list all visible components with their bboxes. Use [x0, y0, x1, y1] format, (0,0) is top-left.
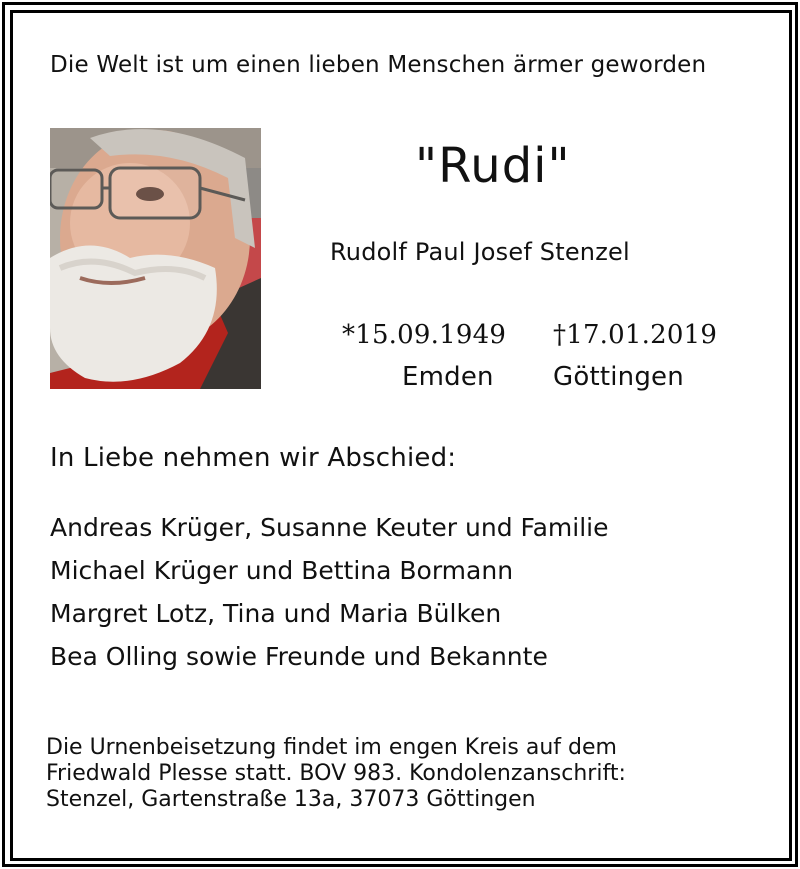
portrait-photo — [50, 128, 261, 389]
death-place: Göttingen — [553, 362, 684, 392]
burial-notice — [46, 735, 626, 813]
full-name: Rudolf Paul Josef Stenzel — [330, 238, 630, 266]
notice-line: Die Urnenbeisetzung findet im engen Kreis auf dem — [46, 735, 617, 760]
birth-date: *15.09.1949 — [342, 320, 507, 350]
notice-line: Friedwald Plesse statt. BOV 983. Kondolenzanschrift: — [46, 761, 626, 786]
mourner-line: Andreas Krüger, Susanne Keuter und Familie — [50, 513, 609, 542]
birth-place: Emden — [402, 362, 494, 392]
farewell-heading: In Liebe nehmen wir Abschied: — [50, 443, 457, 473]
intro-text: Die Welt ist um einen lieben Menschen ärmer geworden — [50, 52, 707, 78]
mourners-list — [50, 512, 609, 684]
mourner-line: Michael Krüger und Bettina Bormann — [50, 556, 514, 585]
nickname: "Rudi" — [415, 138, 571, 194]
death-date: †17.01.2019 — [553, 320, 718, 350]
mourner-line: Bea Olling sowie Freunde und Bekannte — [50, 642, 548, 671]
notice-line: Stenzel, Gartenstraße 13a, 37073 Göttingen — [46, 787, 536, 812]
mourner-line: Margret Lotz, Tina und Maria Bülken — [50, 599, 502, 628]
